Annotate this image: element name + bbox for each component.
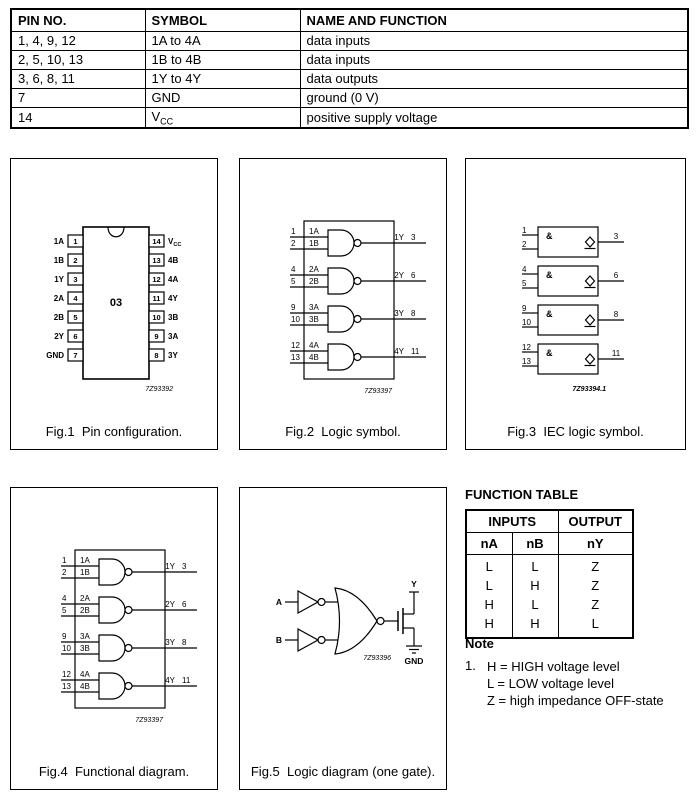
input-label: 3B [80,644,90,653]
pin-label: 2B [53,313,64,322]
pin-number: 6 [613,271,619,280]
pin-number: 6 [73,332,78,341]
pin-number: 4 [522,265,527,274]
input-label: 3A [309,303,319,312]
pin-number: 12 [152,275,161,284]
pin-number: 10 [291,315,300,324]
pin-number: 11 [182,676,191,685]
header-name-function: NAME AND FUNCTION [300,9,688,31]
output-bubble [354,354,361,361]
table-row [11,88,688,107]
figure-1 [10,158,218,450]
pin-label: 1A [53,237,64,246]
output-label: 3Y [165,638,175,647]
symbol-subscript: CC [160,116,174,127]
figure-code: 7Z93394.1 [572,386,606,393]
figure-caption: Fig.3 IEC logic symbol. [507,424,644,439]
pin-no-cell: 1, 4, 9, 12 [11,31,145,50]
pin-number: 13 [152,256,161,265]
input-label: 4A [309,341,319,350]
truth-value: Z [591,596,600,612]
output-bubble [125,683,132,690]
output-bubble [354,278,361,285]
header-pin-no: PIN NO. [11,9,145,31]
output-label: Y [411,579,417,589]
pin-label: 3B [168,313,179,322]
function-table [465,509,634,639]
and-symbol: & [546,309,553,319]
pin-number: 9 [522,304,527,313]
output-label: 4Y [394,347,404,356]
truth-value: L [531,596,539,612]
truth-value: L [591,615,599,631]
pin-number: 13 [522,357,531,366]
symbol-cell [145,107,300,128]
inverter-shape [298,591,318,613]
nand-gate-shape [99,635,125,661]
input-label: 1A [80,556,90,565]
output-bubble [377,618,384,625]
truth-value: L [485,577,493,593]
truth-value: L [485,558,493,574]
pin-number: 10 [522,318,531,327]
pin-label: $V_{CC}$ [168,237,182,248]
input-label: 1B [80,568,90,577]
output-bubble [125,607,132,614]
nb-values [512,554,558,638]
pin-number: 6 [182,600,187,609]
note-number: 1. [465,658,476,673]
output-label: 1Y [165,562,175,571]
pin-number: 5 [291,277,296,286]
iec-gate [522,265,624,296]
note-line: L = LOW voltage level [487,676,615,691]
output-bubble [125,645,132,652]
pin-no-cell: 3, 6, 8, 11 [11,69,145,88]
truth-value: H [530,615,540,631]
function-cell: data outputs [300,69,688,88]
inputs-header: INPUTS [466,510,558,532]
input-label: 4B [80,682,90,691]
input-label: B [275,635,282,645]
table-row [11,31,688,50]
and-symbol: & [546,231,553,241]
table-header-row [11,9,688,31]
pin-label: 2Y [54,332,64,341]
pin-number: 8 [613,310,619,319]
inverter-a [276,591,340,613]
pin-number: 8 [182,638,187,647]
function-cell: data inputs [300,31,688,50]
input-label: A [275,597,282,607]
pin-label: GND [46,351,64,360]
pin-label: 4A [168,275,179,284]
nand-gate [61,556,197,585]
truth-value: H [530,577,540,593]
figure-code: 7Z93392 [145,386,173,393]
inverter-bubble [318,599,325,606]
pin-number: 12 [62,670,71,679]
pin-function-table [10,8,689,129]
figure-code: 7Z93397 [364,388,392,395]
input-label: 2A [309,265,319,274]
pin-number: 5 [73,313,78,322]
pin-number: 4 [291,265,296,274]
pin-label: 1Y [54,275,64,284]
iec-logic-symbol-diagram [466,169,685,409]
symbol-cell: 1A to 4A [145,31,300,50]
output-label: 1Y [394,233,404,242]
ground-label: GND [404,656,424,666]
dip14-package-diagram [11,169,217,409]
figure-3 [465,158,686,450]
input-label: 3A [80,632,90,641]
note-lines [487,658,664,709]
pin-number: 13 [62,682,71,691]
pin-number: 2 [291,239,296,248]
col-ny: nY [558,532,633,554]
pin-number: 12 [522,343,531,352]
output-bubble [354,240,361,247]
pin-no-cell: 2, 5, 10, 13 [11,50,145,69]
nand-gate [290,341,426,370]
pin-number: 12 [291,341,300,350]
pin-no-cell: 14 [11,107,145,128]
output-label: 4Y [165,676,175,685]
header-symbol: SYMBOL [145,9,300,31]
pin-number: 2 [522,240,527,249]
col-nb: nB [512,532,558,554]
note-title: Note [465,636,494,651]
truth-value: Z [591,577,600,593]
nand-gate [61,670,197,699]
functional-diagram [11,498,217,738]
pin-number: 11 [152,294,161,303]
col-na: nA [466,532,512,554]
nand-gate [61,632,197,661]
figure-5 [239,487,447,790]
nand-gate-shape [99,559,125,585]
function-cell: ground (0 V) [300,88,688,107]
pin-number: 7 [73,351,78,360]
right-pins [149,235,181,361]
pin-number: 10 [62,644,71,653]
nor-gate [335,588,398,654]
note-section [465,636,693,709]
pin-number: 11 [411,347,420,356]
output-bubble [125,569,132,576]
input-label: 3B [309,315,319,324]
logic-symbol-diagram [240,169,446,409]
output-header: OUTPUT [558,510,633,532]
output-label: 2Y [394,271,404,280]
pin-number: 11 [611,349,621,358]
figure-code: 7Z93397 [135,717,163,724]
nand-gate-shape [328,344,354,370]
truth-value: H [484,615,494,631]
nand-gate-shape [328,306,354,332]
function-cell: positive supply voltage [300,107,688,128]
note-line: H = HIGH voltage level [487,659,620,674]
input-label: 1B [309,239,319,248]
truth-value: L [531,558,539,574]
nand-gate [290,303,426,332]
pin-number: 2 [62,568,67,577]
and-symbol: & [546,348,553,358]
pin-number: 1 [62,556,67,565]
iec-gate [522,226,624,257]
inverter-b [276,629,340,651]
pin-number: 10 [152,313,161,322]
pin-label: 3Y [168,351,178,360]
function-table-subheader-row [466,532,633,554]
figure-caption: Fig.2 Logic symbol. [285,424,401,439]
nand-gate [290,265,426,294]
figure-caption: Fig.4 Functional diagram. [38,764,190,779]
pin-number: 1 [291,227,296,236]
nand-gate-shape [99,597,125,623]
pin-number: 9 [154,332,159,341]
pin-label: 3A [168,332,179,341]
truth-value: H [484,596,494,612]
pin-number: 4 [62,594,67,603]
symbol-cell: GND [145,88,300,107]
pin-label: 4Y [168,294,178,303]
pin-number: 2 [73,256,78,265]
inverter-shape [298,629,318,651]
logic-diagram-one-gate [240,488,446,748]
left-pins [46,235,83,361]
pin-number: 8 [411,309,416,318]
figure-4 [10,487,218,790]
pin-number: 13 [291,353,300,362]
figure-2 [239,158,447,450]
pin-label: 1B [53,256,64,265]
table-row [11,50,688,69]
input-label: 2B [80,606,90,615]
input-label: 4B [309,353,319,362]
nand-gate [290,227,426,256]
pin-number: 1 [73,237,78,246]
pin-number: 6 [411,271,416,280]
function-table-header-row [466,510,633,532]
pin-label: 4B [168,256,179,265]
note-line: Z = high impedance OFF-state [487,693,664,708]
pin-number: 3 [411,233,416,242]
nand-gate-shape [99,673,125,699]
output-label: 2Y [165,600,175,609]
pin-number: 5 [522,279,527,288]
nand-gate-shape [328,268,354,294]
pin-number: 9 [62,632,67,641]
nor-gate-shape [335,588,377,654]
symbol-text: V [151,108,161,124]
output-label: 3Y [394,309,404,318]
pin-number: 14 [152,237,161,246]
pin-number: 9 [291,303,296,312]
function-table-values-row [466,554,633,638]
function-table-title: FUNCTION TABLE [465,487,579,502]
pin-number: 4 [73,294,78,303]
input-label: 1A [309,227,319,236]
symbol-cell: 1B to 4B [145,50,300,69]
pin-number: 3 [73,275,78,284]
ny-values [558,554,633,638]
chip-type-label: 03 [109,297,123,309]
pin-number: 5 [62,606,67,615]
iec-gate [522,304,624,335]
and-symbol: & [546,270,553,280]
nmos-transistor [398,579,419,646]
function-cell: data inputs [300,50,688,69]
pin-no-cell: 7 [11,88,145,107]
iec-gate [522,343,624,374]
figure-code: 7Z93396 [363,655,391,662]
figure-caption: Fig.5 Logic diagram (one gate). [250,764,436,779]
truth-value: Z [591,558,600,574]
pin-number: 3 [182,562,187,571]
inverter-bubble [318,637,325,644]
ground-symbol [405,646,424,666]
nand-gate-shape [328,230,354,256]
pin-number: 8 [154,351,159,360]
table-row [11,69,688,88]
table-row [11,107,688,128]
note-item [465,658,693,709]
na-values [466,554,512,638]
symbol-cell: 1Y to 4Y [145,69,300,88]
pin-number: 1 [522,226,527,235]
pin-number: 3 [613,232,619,241]
input-label: 4A [80,670,90,679]
pin-label: 2A [53,294,64,303]
output-bubble [354,316,361,323]
input-label: 2A [80,594,90,603]
nand-gate [61,594,197,623]
input-label: 2B [309,277,319,286]
figure-caption: Fig.1 Pin configuration. [45,424,183,439]
